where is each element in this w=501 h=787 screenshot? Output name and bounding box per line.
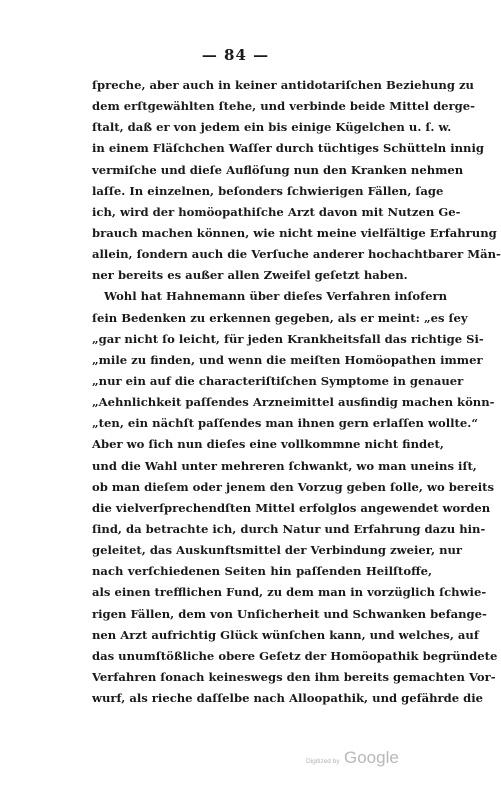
- text-line: ſtalt, daß er von jedem ein bis einige Kügelchen u. ſ. w.: [92, 120, 452, 135]
- text-line: ſein Bedenken zu erkennen gegeben, als er meint: „es ſey: [92, 310, 468, 325]
- text-line: „gar nicht ſo leicht, für jeden Krankheitsfall das richtige Si-: [92, 331, 484, 346]
- text-line: Aber wo ſich nun dieſes eine vollkommne nicht findet,: [92, 437, 444, 452]
- text-line: das unumſtößliche obere Geſetz der Homöopathik begründete: [92, 648, 498, 663]
- text-line: ner bereits es außer allen Zweifel geſetzt haben.: [92, 268, 408, 283]
- text-line: „ten, ein nächſt paſſendes man ihnen gern erlaſſen wollte.“: [92, 416, 478, 431]
- text-line: als einen trefflichen Fund, zu dem man in vorzüglich ſchwie-: [92, 585, 487, 600]
- text-line: ſpreche, aber auch in keiner antidotariſchen Beziehung zu: [92, 78, 474, 92]
- digitized-watermark: [306, 748, 466, 774]
- page-number: — 84 —: [201, 46, 270, 64]
- google-logo: Google: [344, 748, 399, 767]
- text-line: „mile zu finden, und wenn die meiſten Homöopathen immer: [92, 352, 483, 367]
- text-line: rigen Fällen, dem von Unſicherheit und Schwanken befange-: [92, 606, 487, 621]
- text-line: „nur ein auf die characteriſtiſchen Symptome in genauer: [92, 373, 464, 388]
- text-line: geleitet, das Auskunftsmittel der Verbindung zweier, nur: [92, 543, 463, 558]
- text-line: Verfahren ſonach keineswegs den ihm bereits gemachten Vor-: [92, 669, 496, 684]
- text-line: nach verſchiedenen Seiten hin paſſenden Heilſtoffe,: [92, 564, 432, 579]
- text-line: nen Arzt aufrichtig Glück wünſchen kann, und welches, auf: [92, 627, 479, 642]
- text-line: ob man dieſem oder jenem den Vorzug geben ſolle, wo bereits: [92, 479, 495, 494]
- text-line: brauch machen können, wie nicht meine vielfältige Erfahrung: [92, 225, 497, 240]
- text-line: allein, ſondern auch die Verſuche anderer hochachtbarer Män-: [92, 247, 501, 262]
- text-line: die vielverſprechendſten Mittel erfolglos angewendet worden: [92, 500, 491, 515]
- text-line: und die Wahl unter mehreren ſchwankt, wo man uneins iſt,: [92, 458, 477, 473]
- body-text: [92, 75, 501, 709]
- text-line: wurf, als rieche daſſelbe nach Alloopathik, und gefährde die: [92, 691, 484, 706]
- text-line: vermiſche und dieſe Auflöſung nun den Kranken nehmen: [92, 162, 464, 177]
- text-line: Wohl hat Hahnemann über dieſes Verfahren inſofern: [104, 289, 448, 304]
- text-line: ſind, da betrachte ich, durch Natur und Erfahrung dazu hin-: [92, 521, 486, 536]
- text-line: dem erſtgewählten ſtehe, und verbinde beide Mittel derge-: [92, 99, 475, 114]
- text-line: laſſe. In einzelnen, beſonders ſchwierigen Fällen, ſage: [92, 183, 444, 198]
- text-line: „Aehnlichkeit paſſendes Arzneimittel ausfindig machen könn-: [92, 395, 495, 410]
- text-line: ich, wird der homöopathiſche Arzt davon mit Nutzen Ge-: [92, 204, 461, 219]
- text-line: in einem Fläſchchen Waſſer durch tüchtiges Schütteln innig: [92, 141, 485, 156]
- digitized-label: Digitized by: [306, 758, 340, 765]
